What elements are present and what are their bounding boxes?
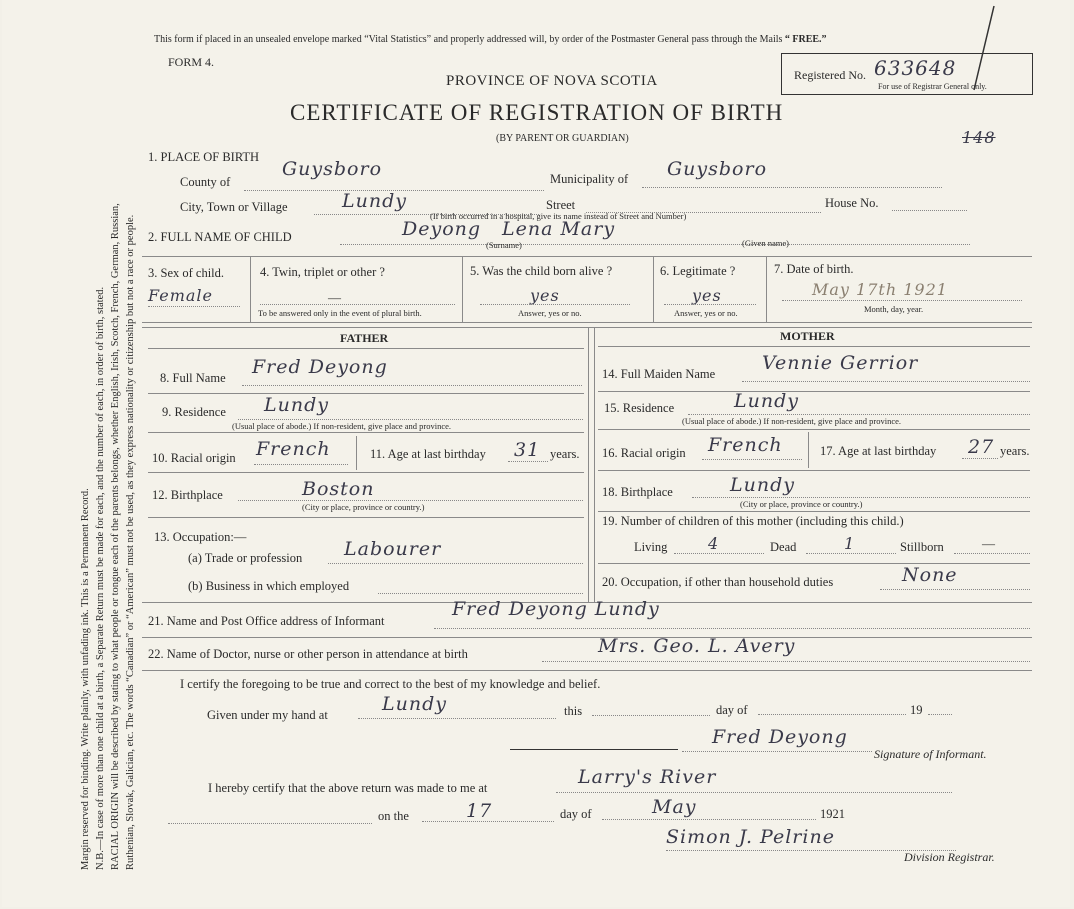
dead-value: 1 (844, 534, 856, 553)
father-occupation-label: 13. Occupation:— (154, 530, 247, 544)
return-place-value: Larry's River (578, 766, 717, 788)
alive-label: 5. Was the child born alive ? (470, 264, 613, 278)
registration-check-mark (962, 4, 1002, 94)
municipality-value: Guysboro (667, 158, 768, 180)
sidebar-line-4: Ruthenian, Slovak, Galician, etc. The words “Canadian” or “American” must not be used, as they express nationality or citizenship but not a race or people. (125, 214, 136, 870)
father-name-value: Fred Deyong (252, 356, 388, 378)
given-under-label: Given under my hand at (207, 708, 328, 722)
child-surname: Deyong (402, 218, 482, 240)
father-age-label: 11. Age at last birthday (370, 447, 486, 461)
twin-value: — (328, 290, 341, 305)
on-the-label: on the (378, 809, 409, 823)
mother-name-value: Vennie Gerrior (762, 352, 919, 374)
sidebar-line-3: RACIAL ORIGIN will be described by stating to what people or tongue each of the parents belongs, whether English, Irish, Scotch, French, German, Russian, (110, 203, 121, 870)
registered-note: For use of Registrar General only. (878, 82, 987, 91)
mother-heading: MOTHER (780, 329, 835, 343)
city-label: City, Town or Village (180, 200, 288, 214)
return-year-value: 1921 (820, 807, 845, 821)
dob-label: 7. Date of birth. (774, 262, 854, 276)
informant-value: Fred Deyong Lundy (452, 598, 660, 620)
child-name-label: 2. FULL NAME OF CHILD (148, 230, 292, 244)
return-day-of-label: day of (560, 807, 592, 821)
father-age-unit: years. (550, 447, 580, 461)
mother-residence-note: (Usual place of abode.) If non-resident, give place and province. (682, 416, 902, 426)
father-trade-value: Labourer (344, 538, 442, 560)
registered-number: 633648 (874, 56, 957, 80)
mother-age-unit: years. (1000, 444, 1030, 458)
father-residence-value: Lundy (264, 394, 329, 416)
mother-birthplace-value: Lundy (730, 474, 795, 496)
father-racial-value: French (256, 438, 331, 460)
father-birthplace-label: 12. Birthplace (152, 488, 223, 502)
page-title: CERTIFICATE OF REGISTRATION OF BIRTH (290, 100, 784, 125)
mail-notice (154, 34, 827, 45)
father-name-label: 8. Full Name (160, 371, 226, 385)
hospital-note: (If birth occurred in a hospital, give its name instead of Street and Number) (430, 211, 687, 221)
county-value: Guysboro (282, 158, 383, 180)
mother-age-value: 27 (968, 436, 995, 458)
city-value: Lundy (342, 190, 407, 212)
doctor-value: Mrs. Geo. L. Avery (598, 635, 796, 657)
dob-value: May 17th 1921 (812, 280, 948, 299)
doctor-label: 22. Name of Doctor, nurse or other person in attendance at birth (148, 647, 468, 661)
living-label: Living (634, 540, 668, 554)
father-business-label: (b) Business in which employed (188, 579, 350, 593)
sex-label: 3. Sex of child. (148, 266, 225, 280)
father-birthplace-value: Boston (302, 478, 375, 500)
dead-label: Dead (770, 540, 797, 554)
mother-birthplace-label: 18. Birthplace (602, 485, 673, 499)
day-of-label: day of (716, 703, 748, 717)
return-day-value: 17 (466, 800, 493, 822)
father-age-value: 31 (514, 439, 541, 461)
father-residence-label: 9. Residence (162, 405, 226, 419)
registrar-signature: Simon J. Pelrine (666, 826, 835, 848)
division-registrar-label: Division Registrar. (904, 850, 995, 864)
legitimate-note: Answer, yes or no. (674, 308, 738, 318)
legitimate-label: 6. Legitimate ? (660, 264, 736, 278)
certificate-sheet (2, 0, 1070, 907)
dob-note: Month, day, year. (864, 304, 924, 314)
certify-statement: I certify the foregoing to be true and correct to the best of my knowledge and belief. (180, 677, 601, 691)
stillborn-value: — (982, 536, 995, 551)
father-trade-label: (a) Trade or profession (188, 551, 303, 565)
mother-children-label: 19. Number of children of this mother (including this child.) (602, 514, 904, 528)
child-given-names: Lena Mary (502, 218, 616, 240)
mother-occupation-label: 20. Occupation, if other than household duties (602, 575, 834, 589)
mail-notice-text: This form if placed in an unsealed envelope marked “Vital Statistics” and properly addressed will, by order of the Postmaster General pass through the Mails (154, 34, 783, 45)
year-prefix: 19 (910, 703, 923, 717)
corner-mark: 148 (962, 128, 996, 147)
municipality-label: Municipality of (550, 172, 629, 186)
informant-label: 21. Name and Post Office address of Informant (148, 614, 385, 628)
mother-age-label: 17. Age at last birthday (820, 444, 937, 458)
father-birthplace-note: (City or place, province or country.) (302, 502, 425, 512)
mother-birthplace-note: (City or place, province or country.) (740, 499, 863, 509)
living-value: 4 (708, 534, 720, 553)
twin-label: 4. Twin, triplet or other ? (260, 265, 385, 279)
this-label: this (564, 704, 583, 718)
sidebar-line-1: Margin reserved for binding. Write plainly, with unfading ink. This is a Permanent Record. (80, 488, 91, 870)
stillborn-label: Stillborn (900, 540, 944, 554)
informant-signature: Fred Deyong (712, 726, 848, 748)
place-section-label: 1. PLACE OF BIRTH (148, 150, 260, 164)
legitimate-value: yes (692, 286, 722, 305)
sidebar-line-2: N.B.—In case of more than one child at a birth, a Separate Return must be made for each, and the number of each, in order of birth, stated. (95, 286, 106, 870)
father-residence-note: (Usual place of abode.) If non-resident, give place and province. (232, 421, 452, 431)
form-number: FORM 4. (168, 55, 215, 69)
province-heading: PROVINCE OF NOVA SCOTIA (446, 73, 658, 89)
house-number-label: House No. (825, 196, 879, 210)
surname-note: (Surname) (486, 240, 522, 250)
registered-label: Registered No. (794, 68, 866, 82)
mother-name-label: 14. Full Maiden Name (602, 367, 716, 381)
twin-note: To be answered only in the event of plural birth. (258, 308, 422, 318)
mother-residence-value: Lundy (734, 390, 799, 412)
sex-value: Female (148, 286, 213, 305)
street-label: Street (546, 198, 576, 212)
page-subtitle: (BY PARENT OR GUARDIAN) (496, 133, 629, 144)
alive-note: Answer, yes or no. (518, 308, 582, 318)
return-label: I hereby certify that the above return was made to me at (208, 781, 488, 795)
signature-informant-label: Signature of Informant. (874, 747, 987, 761)
mother-racial-value: French (708, 434, 783, 456)
alive-value: yes (530, 286, 560, 305)
given-name-note: (Given name) (742, 238, 789, 248)
sidebar-notes (72, 30, 142, 870)
father-racial-label: 10. Racial origin (152, 451, 236, 465)
county-label: County of (180, 175, 231, 189)
mother-occupation-value: None (902, 564, 958, 586)
mail-notice-free: “ FREE.” (784, 34, 827, 45)
return-month-value: May (652, 796, 697, 818)
given-place-value: Lundy (382, 693, 447, 715)
father-heading: FATHER (340, 331, 389, 345)
mother-racial-label: 16. Racial origin (602, 446, 686, 460)
mother-residence-label: 15. Residence (604, 401, 675, 415)
